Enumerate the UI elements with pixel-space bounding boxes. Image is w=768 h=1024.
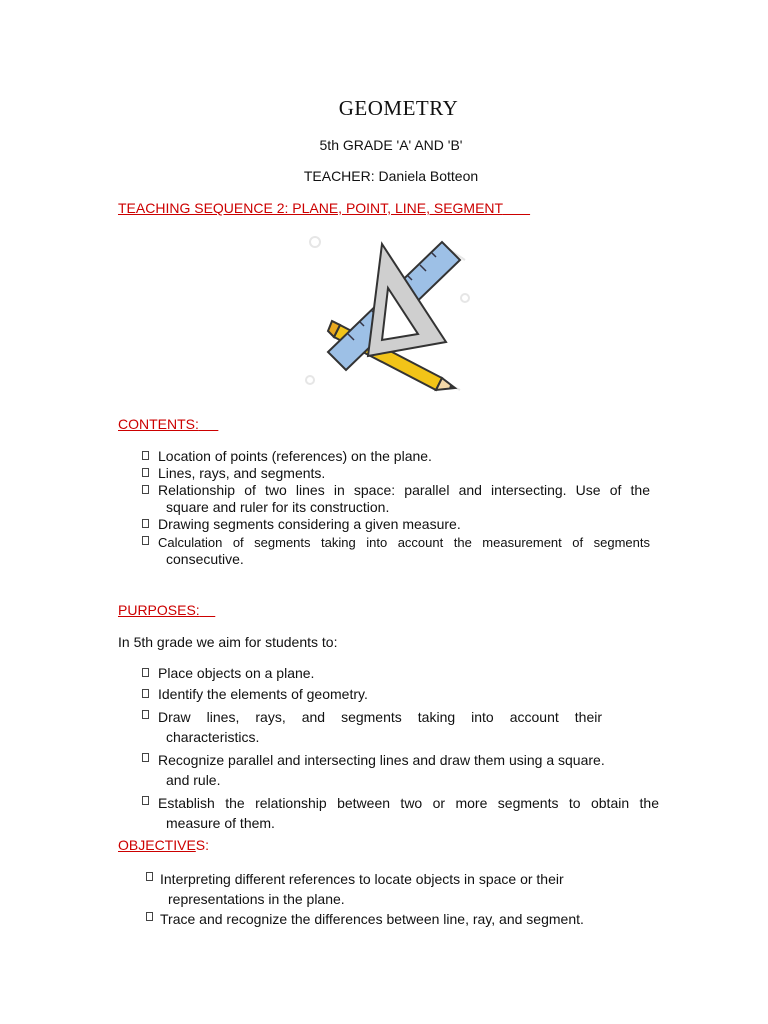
grade-line: 5th GRADE 'A' AND 'B': [319, 137, 463, 153]
sequence-heading: [118, 200, 530, 216]
checkbox-icon: [142, 668, 149, 677]
checkbox-icon: [142, 519, 149, 528]
objectives-heading: OBJECTIVES:: [118, 837, 210, 853]
list-item: Relationship of two lines in space: parallel and intersecting. Use of the square and ruler for its construction.: [142, 482, 650, 516]
list-item: Calculation of segments taking into account the measurement of segments consecutive.: [142, 533, 650, 568]
checkbox-icon: [142, 468, 149, 477]
list-item: Identify the elements of geometry.: [142, 686, 659, 703]
list-item: Recognize parallel and intersecting lines and draw them using a square. and rule.: [142, 750, 659, 790]
page-title: GEOMETRY: [338, 96, 459, 120]
purposes-heading: PURPOSES:: [118, 602, 200, 618]
checkbox-icon: [146, 912, 153, 921]
contents-heading: CONTENTS:: [118, 416, 199, 432]
purposes-intro: In 5th grade we aim for students to:: [118, 634, 338, 650]
list-item: Establish the relationship between two or more segments to obtain the measure of them.: [142, 793, 659, 833]
checkbox-icon: [142, 451, 149, 460]
checkbox-icon: [142, 710, 149, 719]
sequence-heading-text: TEACHING SEQUENCE 2: PLANE, POINT, LINE, SEGMENT: [118, 200, 503, 216]
teacher-line: TEACHER: Daniela Botteon: [303, 168, 479, 184]
list-item: Interpreting different references to locate objects in space or their representations in the plane.: [146, 869, 626, 909]
list-item: Draw lines, rays, and segments taking into account their characteristics.: [142, 707, 602, 747]
ruler-set-square-pencil-icon: [300, 230, 480, 400]
list-item: Place objects on a plane.: [142, 665, 659, 682]
checkbox-icon: [142, 689, 149, 698]
list-item: Location of points (references) on the plane.: [142, 448, 650, 465]
objectives-list: [146, 869, 626, 929]
list-item: Drawing segments considering a given measure.: [142, 516, 650, 533]
purposes-list: [142, 665, 659, 833]
checkbox-icon: [146, 872, 153, 881]
list-item: Trace and recognize the differences between line, ray, and segment.: [146, 909, 626, 929]
checkbox-icon: [142, 536, 149, 545]
checkbox-icon: [142, 485, 149, 494]
checkbox-icon: [142, 796, 149, 805]
list-item: Lines, rays, and segments.: [142, 465, 650, 482]
checkbox-icon: [142, 753, 149, 762]
contents-list: [142, 448, 650, 568]
